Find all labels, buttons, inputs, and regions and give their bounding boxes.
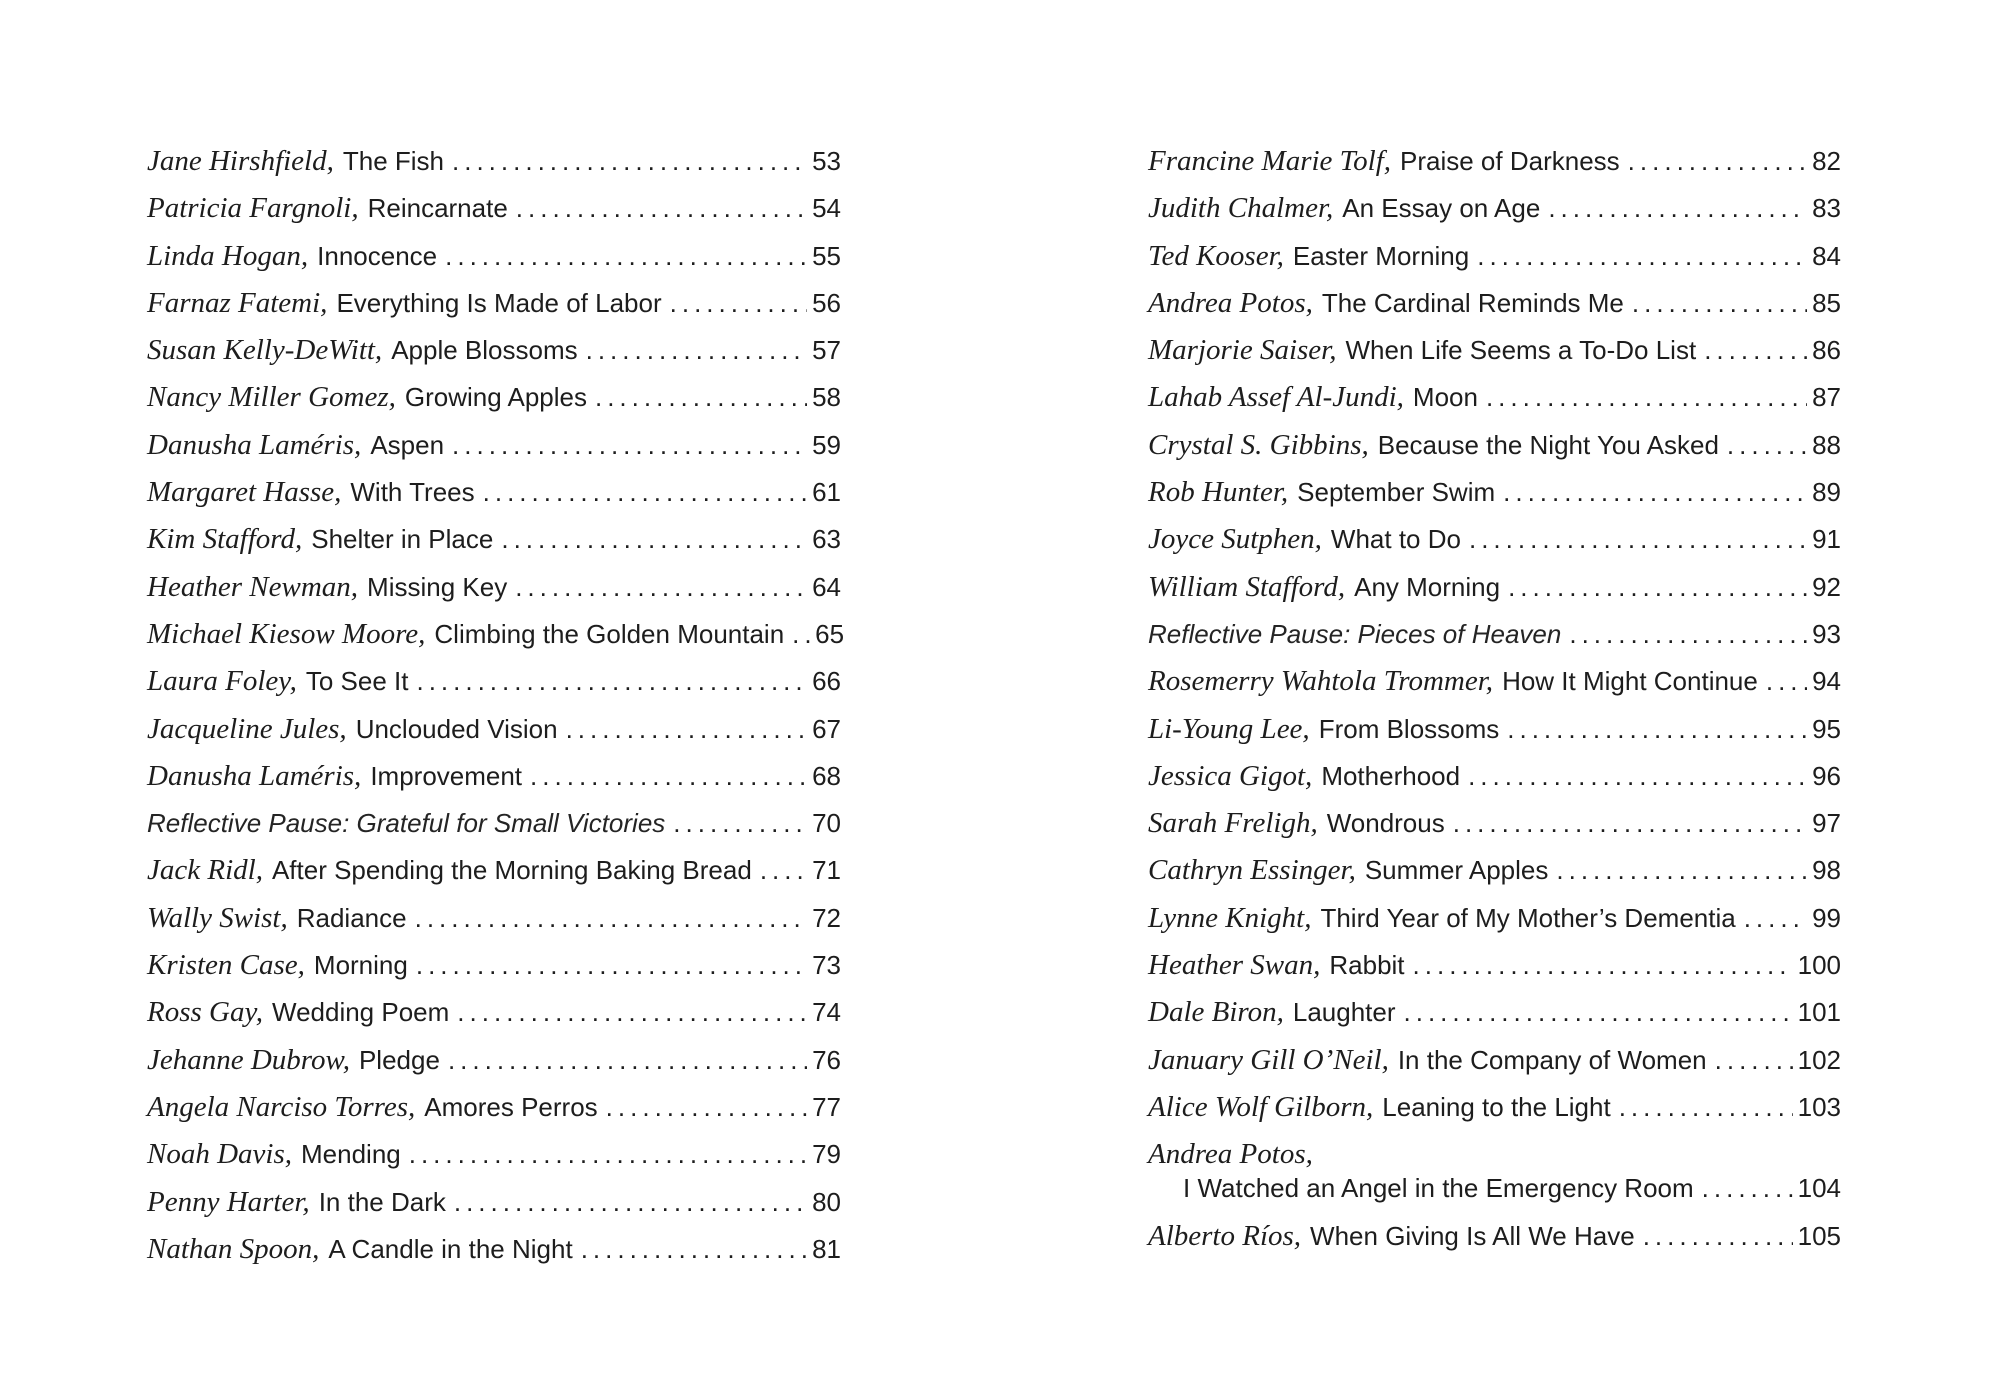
dot-leader-icon: [673, 806, 807, 840]
entry-title: How It Might Continue: [1502, 666, 1758, 697]
entry-title: Shelter in Place: [311, 524, 494, 555]
entry-page-number: 79: [812, 1139, 841, 1170]
entry-page-number: 77: [812, 1091, 841, 1122]
toc-entry: [147, 428, 841, 462]
entry-author: Kristen Case,: [147, 949, 305, 982]
toc-entry: [1148, 948, 1841, 982]
entry-page-number: 86: [1812, 335, 1841, 366]
entry-page-number: 84: [1812, 240, 1841, 271]
toc-entry: [147, 948, 841, 982]
entry-title: Missing Key: [367, 571, 508, 602]
toc-entry-line: [1148, 1090, 1841, 1124]
entry-page-number: 101: [1797, 997, 1841, 1028]
entry-page-number: 65: [815, 618, 845, 649]
dot-leader-icon: [416, 664, 807, 698]
entry-title: In the Company of Women: [1397, 1044, 1707, 1075]
dot-leader-icon: [1503, 475, 1807, 509]
dot-leader-icon: [1469, 522, 1807, 556]
entry-author: Jessica Gigot,: [1148, 759, 1313, 792]
toc-entry: [1148, 144, 1841, 178]
toc-entry-line: [147, 475, 841, 509]
entry-author: Alice Wolf Gilborn,: [1148, 1090, 1374, 1123]
toc-entry: [147, 1043, 841, 1077]
toc-entry: [1148, 1219, 1841, 1253]
entry-title: Radiance: [296, 902, 407, 933]
entry-title: Leaning to the Light: [1382, 1091, 1611, 1122]
dot-leader-icon: [1508, 570, 1807, 604]
dot-leader-icon: [595, 380, 807, 414]
toc-entry: [1148, 759, 1841, 793]
entry-author: Marjorie Saiser,: [1148, 334, 1337, 367]
dot-leader-icon: [760, 853, 807, 887]
toc-entry: [1148, 191, 1841, 225]
toc-entry-line: [1148, 1137, 1841, 1171]
entry-page-number: 82: [1812, 146, 1841, 176]
entry-author: Laura Foley,: [147, 665, 297, 698]
entry-author: Heather Newman,: [147, 570, 359, 603]
entry-page-number: 64: [812, 571, 841, 602]
entry-author: Danusha Laméris,: [147, 428, 362, 461]
entry-author: Danusha Laméris,: [147, 759, 362, 792]
dot-leader-icon: [1715, 1043, 1793, 1077]
entry-author: Margaret Hasse,: [147, 476, 342, 509]
dot-leader-icon: [454, 1185, 807, 1219]
toc-entry-line: [1148, 948, 1841, 982]
toc-entry-line: [1148, 1043, 1841, 1077]
toc-entry: [147, 333, 841, 367]
entry-author: Lahab Assef Al-Jundi,: [1148, 381, 1404, 414]
toc-entry-line: [147, 759, 841, 793]
toc-entry-line: [1148, 333, 1841, 367]
dot-leader-icon: [581, 1232, 807, 1266]
toc-entry-line: [1148, 806, 1841, 840]
entry-page-number: 58: [812, 382, 841, 413]
toc-entry: [1148, 1043, 1841, 1077]
entry-page-number: 102: [1797, 1044, 1841, 1075]
toc-entry-line: [1148, 853, 1841, 887]
toc-entry: [1148, 475, 1841, 509]
entry-title: Reincarnate: [367, 193, 508, 224]
toc-entry: [147, 995, 841, 1029]
entry-title: With Trees: [350, 477, 475, 508]
toc-entry-line: [147, 522, 841, 556]
dot-leader-icon: [1556, 853, 1807, 887]
toc-column-right: [1148, 144, 1841, 1266]
entry-author: Noah Davis,: [147, 1138, 292, 1171]
dot-leader-icon: [483, 475, 807, 509]
toc-entry-line: [147, 617, 845, 651]
entry-title: From Blossoms: [1318, 713, 1500, 744]
dot-leader-icon: [515, 570, 807, 604]
entry-title: Morning: [313, 950, 408, 981]
entry-page-number: 95: [1812, 713, 1841, 744]
entry-page-number: 85: [1812, 287, 1841, 318]
dot-leader-icon: [1619, 1090, 1793, 1124]
entry-page-number: 54: [812, 193, 841, 224]
toc-entry-line: [147, 144, 841, 178]
toc-entry-line: [1148, 286, 1841, 320]
entry-title: The Cardinal Reminds Me: [1321, 287, 1624, 318]
toc-entry-line: [1148, 144, 1841, 178]
entry-title: Wedding Poem: [272, 997, 450, 1028]
toc-entry: [1148, 664, 1841, 698]
entry-author: Jehanne Dubrow,: [147, 1043, 350, 1076]
dot-leader-icon: [606, 1090, 807, 1124]
entry-title: The Fish: [342, 146, 445, 176]
toc-entry: [147, 522, 841, 556]
toc-entry-line: [1148, 759, 1841, 793]
entry-title: Mending: [301, 1139, 401, 1170]
dot-leader-icon: [1632, 286, 1807, 320]
entry-author: Dale Biron,: [1148, 996, 1284, 1029]
entry-author: William Stafford,: [1148, 570, 1346, 603]
entry-author: Ross Gay,: [147, 996, 263, 1029]
dot-leader-icon: [1643, 1219, 1793, 1253]
entry-author: Kim Stafford,: [147, 523, 303, 556]
entry-author: Nancy Miller Gomez,: [147, 381, 396, 414]
toc-entry: [147, 617, 845, 651]
toc-entry-line: [1183, 1171, 1841, 1205]
toc-entry-line: [147, 191, 841, 225]
entry-title: Wondrous: [1326, 808, 1445, 839]
entry-page-number: 57: [812, 335, 841, 366]
entry-page-number: 68: [812, 760, 841, 791]
toc-entry-line: [1148, 239, 1841, 273]
toc-entry-line: [147, 333, 841, 367]
dot-leader-icon: [516, 191, 807, 225]
entry-title: Easter Morning: [1292, 240, 1470, 271]
toc-entry-line: [1148, 617, 1841, 651]
toc-entry-line: [1148, 570, 1841, 604]
entry-page-number: 66: [812, 666, 841, 697]
entry-title: When Life Seems a To-Do List: [1345, 335, 1697, 366]
toc-entry: [147, 239, 841, 273]
entry-page-number: 61: [812, 477, 841, 508]
entry-title: An Essay on Age: [1342, 193, 1541, 224]
dot-leader-icon: [457, 995, 807, 1029]
entry-title: Praise of Darkness: [1400, 146, 1620, 176]
entry-title: A Candle in the Night: [328, 1233, 573, 1264]
dot-leader-icon: [1477, 239, 1807, 273]
dot-leader-icon: [1628, 144, 1807, 178]
entry-page-number: 94: [1812, 666, 1841, 697]
toc-entry-line: [147, 428, 841, 462]
toc-entry: [147, 1185, 841, 1219]
toc-entry: [1148, 286, 1841, 320]
dot-leader-icon: [1486, 380, 1807, 414]
entry-page-number: 93: [1812, 618, 1841, 649]
toc-entry: [1148, 712, 1841, 746]
entry-author: Joyce Sutphen,: [1148, 523, 1322, 556]
entry-page-number: 92: [1812, 571, 1841, 602]
dot-leader-icon: [1727, 428, 1807, 462]
entry-page-number: 71: [812, 855, 841, 886]
toc-entry-line: [147, 570, 841, 604]
toc-entry-line: [147, 806, 841, 840]
entry-page-number: 63: [812, 524, 841, 555]
entry-title: Moon: [1412, 382, 1478, 413]
entry-page-number: 96: [1812, 760, 1841, 791]
toc-entry: [1148, 617, 1841, 651]
toc-entry-line: [1148, 1219, 1841, 1253]
toc-entry-line: [1148, 380, 1841, 414]
entry-author: Heather Swan,: [1148, 949, 1321, 982]
toc-entry: [1148, 853, 1841, 887]
entry-page-number: 72: [812, 902, 841, 933]
entry-title: Amores Perros: [424, 1091, 598, 1122]
entry-title: Laughter: [1292, 997, 1396, 1028]
entry-author: Jack Ridl,: [147, 854, 263, 887]
dot-leader-icon: [1702, 1171, 1793, 1205]
entry-author: Penny Harter,: [147, 1185, 310, 1218]
toc-entry: [147, 901, 841, 935]
entry-page-number: 88: [1812, 429, 1841, 460]
toc-entry-line: [147, 948, 841, 982]
entry-title: When Giving Is All We Have: [1310, 1220, 1635, 1251]
entry-title: To See It: [305, 666, 409, 697]
entry-author: Farnaz Fatemi,: [147, 286, 328, 319]
toc-entry: [1148, 1137, 1841, 1205]
entry-page-number: 80: [812, 1186, 841, 1217]
entry-author: Nathan Spoon,: [147, 1232, 320, 1265]
dot-leader-icon: [530, 759, 807, 793]
entry-author: Crystal S. Gibbins,: [1148, 428, 1369, 461]
dot-leader-icon: [445, 239, 807, 273]
dot-leader-icon: [501, 522, 807, 556]
entry-page-number: 59: [812, 429, 841, 460]
dot-leader-icon: [1766, 664, 1807, 698]
entry-author: Francine Marie Tolf,: [1148, 145, 1392, 177]
toc-entry-line: [147, 286, 841, 320]
toc-entry: [1148, 333, 1841, 367]
entry-author: Rob Hunter,: [1148, 476, 1289, 509]
entry-page-number: 103: [1797, 1091, 1841, 1122]
toc-entry-line: [1148, 995, 1841, 1029]
toc-entry-line: [147, 239, 841, 273]
toc-entry: [147, 1090, 841, 1124]
entry-title: Rabbit: [1329, 950, 1405, 981]
dot-leader-icon: [1468, 759, 1807, 793]
dot-leader-icon: [416, 948, 807, 982]
entry-author: Jane Hirshfield,: [147, 145, 334, 177]
toc-entry: [1148, 901, 1841, 935]
entry-page-number: 87: [1812, 382, 1841, 413]
entry-author: Rosemerry Wahtola Trommer,: [1148, 665, 1494, 698]
entry-title: Third Year of My Mother’s Dementia: [1320, 902, 1736, 933]
entry-title: September Swim: [1297, 477, 1496, 508]
dot-leader-icon: [792, 617, 810, 651]
toc-entry-line: [147, 853, 841, 887]
toc-entry-line: [147, 380, 841, 414]
toc-entry: [147, 664, 841, 698]
entry-page-number: 73: [812, 950, 841, 981]
toc-entry-line: [147, 1185, 841, 1219]
toc-entry: [147, 1232, 841, 1266]
entry-title: Improvement: [370, 760, 523, 791]
entry-page-number: 98: [1812, 855, 1841, 886]
toc-entry-line: [1148, 191, 1841, 225]
entry-author: Linda Hogan,: [147, 239, 309, 272]
entry-author: January Gill O’Neil,: [1148, 1043, 1389, 1076]
toc-entry: [1148, 995, 1841, 1029]
entry-author: Judith Chalmer,: [1148, 192, 1334, 225]
dot-leader-icon: [1569, 617, 1807, 651]
entry-page-number: 81: [812, 1233, 841, 1264]
dot-leader-icon: [586, 333, 807, 367]
dot-leader-icon: [1413, 948, 1793, 982]
entry-author: Li-Young Lee,: [1148, 712, 1310, 745]
entry-author: Angela Narciso Torres,: [147, 1090, 416, 1123]
toc-entry: [147, 570, 841, 604]
entry-page-number: 91: [1812, 524, 1841, 555]
entry-title: Climbing the Golden Mountain: [434, 618, 785, 649]
toc-entry: [147, 806, 841, 840]
entry-title: Summer Apples: [1364, 855, 1549, 886]
entry-page-number: 104: [1797, 1173, 1841, 1204]
entry-page-number: 56: [812, 287, 841, 318]
entry-title: Growing Apples: [404, 382, 587, 413]
entry-title: Any Morning: [1354, 571, 1501, 602]
dot-leader-icon: [1507, 712, 1807, 746]
toc-entry-line: [1148, 901, 1841, 935]
entry-page-number: 53: [812, 146, 841, 176]
entry-page-number: 89: [1812, 477, 1841, 508]
toc-entry: [147, 380, 841, 414]
entry-author: Susan Kelly-DeWitt,: [147, 334, 383, 367]
entry-title: Unclouded Vision: [355, 713, 558, 744]
entry-author: Michael Kiesow Moore,: [147, 617, 426, 650]
toc-entry: [147, 759, 841, 793]
toc-entry: [1148, 428, 1841, 462]
toc-entry-line: [1148, 712, 1841, 746]
toc-entry-line: [1148, 475, 1841, 509]
entry-author: Cathryn Essinger,: [1148, 854, 1356, 887]
toc-entry-line: [147, 712, 841, 746]
entry-author: Alberto Ríos,: [1148, 1219, 1302, 1252]
entry-author: Andrea Potos,: [1148, 1138, 1313, 1171]
toc-entry: [1148, 522, 1841, 556]
entry-title: After Spending the Morning Baking Bread: [271, 855, 752, 886]
entry-title: What to Do: [1330, 524, 1461, 555]
toc-column-left: [147, 144, 845, 1279]
entry-author: Ted Kooser,: [1148, 239, 1284, 272]
entry-page-number: 83: [1812, 193, 1841, 224]
entry-title: Everything Is Made of Labor: [336, 287, 662, 318]
dot-leader-icon: [1548, 191, 1807, 225]
toc-entry-line: [147, 995, 841, 1029]
entry-title: Aspen: [370, 429, 445, 460]
entry-author: Patricia Fargnoli,: [147, 192, 359, 225]
toc-entry-line: [1148, 522, 1841, 556]
section-row-title: Reflective Pause: Pieces of Heaven: [1148, 618, 1562, 649]
dot-leader-icon: [1704, 333, 1807, 367]
entry-title: Pledge: [358, 1044, 440, 1075]
toc-entry-line: [1148, 664, 1841, 698]
entry-page-number: 105: [1797, 1220, 1841, 1251]
entry-author: Lynne Knight,: [1148, 901, 1312, 934]
toc-entry: [1148, 806, 1841, 840]
entry-title: I Watched an Angel in the Emergency Room: [1183, 1173, 1694, 1204]
dot-leader-icon: [1453, 806, 1807, 840]
entry-author: Andrea Potos,: [1148, 286, 1313, 319]
toc-entry-line: [147, 1137, 841, 1171]
entry-page-number: 55: [812, 240, 841, 271]
entry-page-number: 76: [812, 1044, 841, 1075]
entry-page-number: 74: [812, 997, 841, 1028]
entry-title: Innocence: [317, 240, 438, 271]
toc-entry: [1148, 380, 1841, 414]
toc-entry-line: [147, 1232, 841, 1266]
entry-page-number: 67: [812, 713, 841, 744]
toc-entry: [1148, 570, 1841, 604]
entry-title: Because the Night You Asked: [1377, 429, 1719, 460]
entry-title: Motherhood: [1321, 760, 1461, 791]
dot-leader-icon: [1404, 995, 1793, 1029]
toc-entry: [147, 853, 841, 887]
dot-leader-icon: [670, 286, 807, 320]
entry-page-number: 97: [1812, 808, 1841, 839]
toc-entry: [147, 475, 841, 509]
dot-leader-icon: [448, 1043, 807, 1077]
toc-entry: [147, 712, 841, 746]
entry-author: Sarah Freligh,: [1148, 807, 1318, 840]
toc-entry-line: [147, 664, 841, 698]
toc-entry: [1148, 239, 1841, 273]
dot-leader-icon: [452, 144, 807, 178]
toc-entry: [147, 1137, 841, 1171]
dot-leader-icon: [415, 901, 807, 935]
toc-entry: [147, 144, 841, 178]
toc-entry-line: [147, 1090, 841, 1124]
toc-entry-line: [147, 901, 841, 935]
entry-page-number: 100: [1797, 950, 1841, 981]
dot-leader-icon: [1744, 901, 1807, 935]
toc-entry: [147, 286, 841, 320]
dot-leader-icon: [566, 712, 808, 746]
toc-entry: [147, 191, 841, 225]
toc-entry-line: [1148, 428, 1841, 462]
dot-leader-icon: [409, 1137, 807, 1171]
entry-page-number: 99: [1812, 902, 1841, 933]
toc-entry: [1148, 1090, 1841, 1124]
entry-page-number: 70: [812, 808, 841, 839]
section-row-title: Reflective Pause: Grateful for Small Victories: [147, 808, 666, 839]
entry-title: In the Dark: [318, 1186, 446, 1217]
toc-entry-line: [147, 1043, 841, 1077]
entry-title: Apple Blossoms: [391, 335, 578, 366]
dot-leader-icon: [452, 428, 807, 462]
entry-author: Wally Swist,: [147, 901, 288, 934]
entry-author: Jacqueline Jules,: [147, 712, 347, 745]
